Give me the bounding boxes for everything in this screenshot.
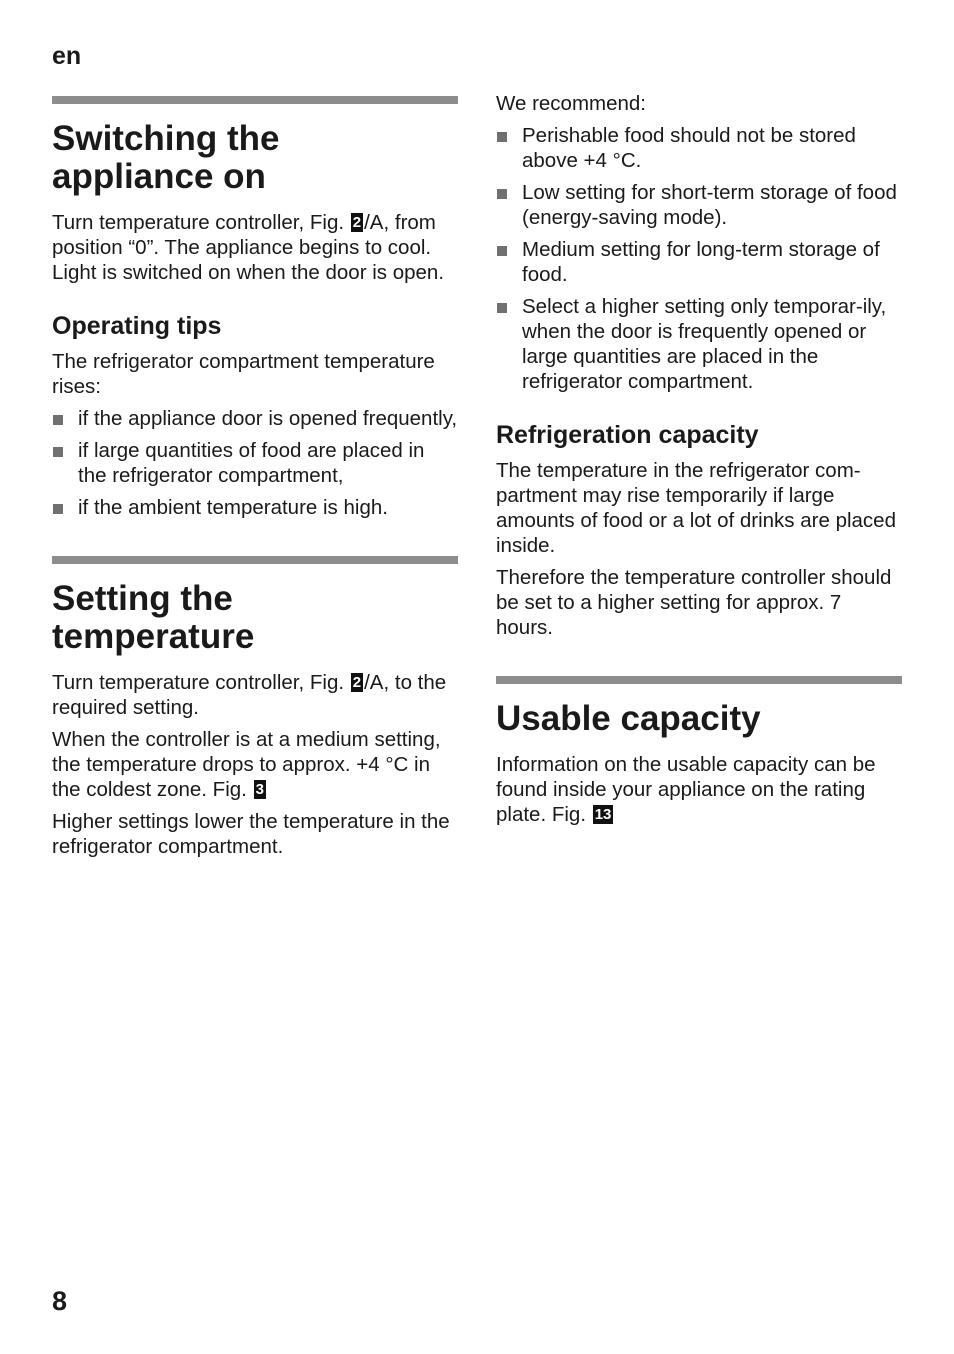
text: /A, to the required setting.: [52, 671, 447, 719]
paragraph: The refrigerator compartment temperature rises:: [52, 350, 435, 398]
heading-operating-tips: Operating tips: [52, 312, 222, 340]
text: /A, from position “0”. The appliance begins to cool. Light is switched on when the door is open.: [52, 211, 445, 284]
paragraph: Higher settings lower the temperature in the refrigerator compartment.: [52, 810, 450, 858]
page-number: 8: [52, 1286, 68, 1316]
bullet-list: [496, 123, 902, 394]
square-bullet-icon: [497, 246, 507, 256]
list-item-text: if the appliance door is opened frequently,: [78, 407, 458, 430]
heading-refrigeration-capacity: Refrigeration capacity: [496, 421, 759, 449]
square-bullet-icon: [53, 415, 63, 425]
paragraph: [52, 727, 458, 802]
square-bullet-icon: [53, 504, 63, 514]
text: Turn temperature controller, Fig.: [52, 671, 350, 694]
paragraph: [52, 670, 458, 720]
square-bullet-icon: [497, 132, 507, 142]
square-bullet-icon: [497, 189, 507, 199]
text: When the controller is at a medium setting, the temperature drops to approx. +4 °C in the coldest zone. Fig.: [52, 728, 441, 801]
heading-line: appliance on: [52, 157, 266, 196]
heading-line: Setting the: [52, 579, 233, 618]
paragraph: Therefore the temperature controller should be set to a higher setting for approx. 7 hours.: [496, 566, 892, 639]
list-item-text: if large quantities of food are placed in the refrigerator compartment,: [78, 439, 425, 487]
bullet-list: [52, 406, 458, 520]
list-item: [52, 406, 458, 431]
heading-setting-temperature: [52, 580, 458, 656]
heading-line: Switching the: [52, 119, 280, 158]
list-item-text: Medium setting for long-term storage of food.: [522, 238, 880, 286]
section-rule: [52, 96, 458, 104]
list-item: [496, 123, 902, 173]
list-item: [496, 294, 902, 394]
paragraph: [52, 210, 458, 285]
list-item: [52, 438, 458, 488]
paragraph: [496, 752, 902, 827]
section-rule: [496, 676, 902, 684]
section-rule: [52, 556, 458, 564]
paragraph: The temperature in the refrigerator com-partment may rise temporarily if large amounts of food or a lot of drinks are placed inside.: [496, 459, 896, 557]
figure-ref-badge: 3: [255, 781, 264, 798]
figure-ref-badge: 13: [594, 806, 612, 823]
square-bullet-icon: [53, 447, 63, 457]
figure-ref-badge: 2: [352, 674, 362, 691]
language-code: en: [52, 42, 82, 70]
figure-ref-badge: 2: [352, 214, 362, 231]
square-bullet-icon: [497, 303, 507, 313]
list-item-text: Select a higher setting only temporar-ily, when the door is frequently opened or large quantities are placed in the refrigerator compartment.: [522, 295, 887, 393]
heading-switching-on: [52, 120, 458, 196]
left-column: [52, 96, 458, 866]
list-item: [52, 495, 458, 520]
heading-usable-capacity: Usable capacity: [496, 699, 761, 738]
heading-line: temperature: [52, 617, 255, 656]
list-item: [496, 237, 902, 287]
text: Information on the usable capacity can be found inside your appliance on the rating plate. Fig.: [496, 753, 876, 826]
text: Turn temperature controller, Fig.: [52, 211, 350, 234]
list-item: [496, 180, 902, 230]
right-column: [496, 91, 902, 834]
list-item-text: Perishable food should not be stored above +4 °C.: [522, 124, 856, 172]
paragraph: We recommend:: [496, 92, 647, 115]
list-item-text: Low setting for short-term storage of food (energy-saving mode).: [522, 181, 897, 229]
list-item-text: if the ambient temperature is high.: [78, 496, 388, 519]
